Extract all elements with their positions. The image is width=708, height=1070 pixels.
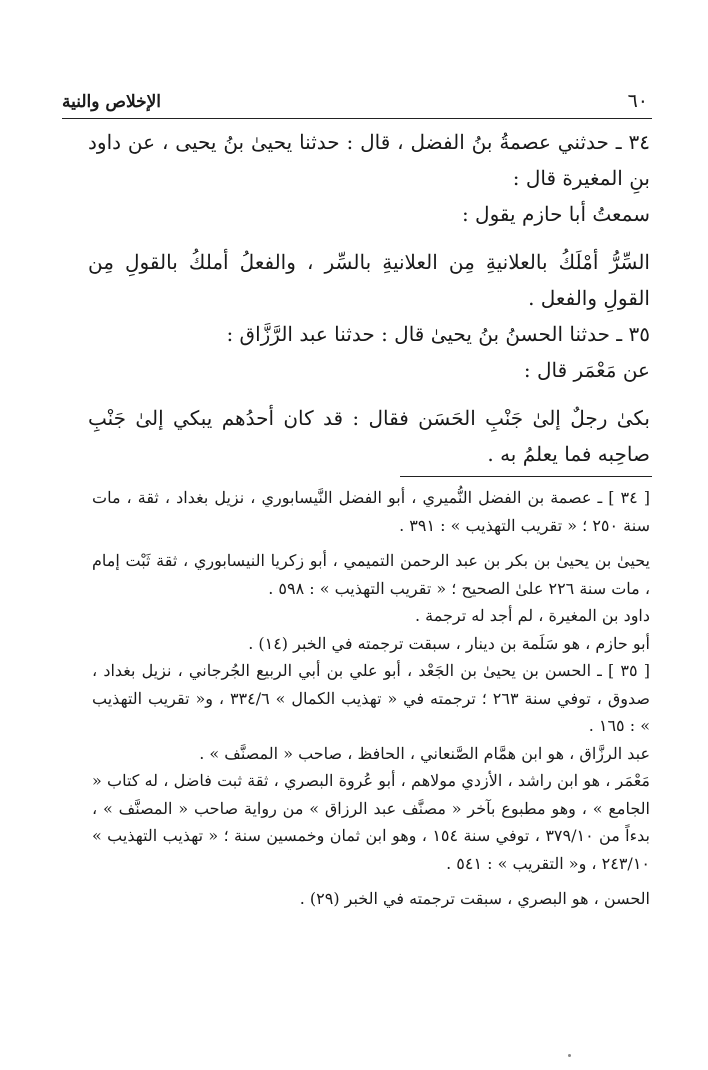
footnote-35-hasan-basri: الحسن ، هو البصري ، سبقت ترجمته في الخبر (٢٩) . [299, 889, 650, 908]
narration-35-chain: عن مَعْمَر قال : [523, 358, 650, 382]
footnote-35-abd-al-razzaq: عبد الرزَّاق ، هو ابن همَّام الصَّنعاني ، الحافظ ، صاحب « المصنَّف » . [199, 743, 650, 763]
footnote-34-ismah: [ ٣٤ ] ـ عصمة بن الفضل النُّميري ، أبو الفضل النَّيسابوري ، نزيل بغداد ، ثقة ، مات سنة ٢٥٠ ؛ « تقريب التهذيب » : ٣٩١ . [92, 488, 651, 535]
footnote-35-hasan: [ ٣٥ ] ـ الحسن بن يحيىٰ بن الجَعْد ، أبو علي بن أبي الربيع الجُرجاني ، نزيل بغداد ، صدوق ، توفي سنة ٢٦٣ ؛ ترجمته في « تهذيب الكمال » ٣٣٤/٦ ، و« تقريب التهذيب » : ١٦٥ . [92, 661, 651, 735]
saying-35: بكىٰ رجلٌ إلىٰ جَنْبِ الحَسَن فقال : قد كان أحدُهم يبكي إلىٰ جَنْبِ صاحِبه فما يعلمُ به . [88, 406, 650, 466]
footnote-divider [400, 476, 652, 477]
footnote-35-mamar: مَعْمَر ، هو ابن راشد ، الأزدي مولاهم ، أبو عُروة البصري ، ثقة ثبت فاضل ، له كتاب « الجامع » ، وهو مطبوع بآخر « مصنَّف عبد الرزاق » من رواية صاحب « المصنَّف » ، بدءاً من ٣٧٩/١٠ ، توفي سنة ١٥٤ ، وهو ابن ثمان وخمسين سنة ؛ « تهذيب التهذيب » ٢٤٣/١٠ ، و« التقريب » : ٥٤١ . [92, 771, 651, 873]
footnote-34-dawud: داود بن المغيرة ، لم أجد له ترجمة . [414, 606, 650, 625]
footnote-34-abu-hazim: أبو حازم ، هو سَلَمة بن دينار ، سبقت ترجمته في الخبر (١٤) . [248, 633, 650, 653]
running-title: الإخلاص والنية [62, 92, 162, 112]
narration-35: ٣٥ ـ حدثنا الحسنُ بنُ يحيىٰ قال : حدثنا عبد الرَّزَّاق : [226, 322, 650, 346]
page-header [62, 90, 652, 119]
saying-34: السِّرُّ أمْلَكُ بالعلانيةِ مِن العلانيةِ بالسِّر ، والفعلُ أملكُ بالقولِ مِن القولِ والفعل . [88, 250, 650, 310]
footnote-34-yahya: يحيىٰ بن يحيىٰ بن بكر بن عبد الرحمن التميمي ، أبو زكريا النيسابوري ، ثقة ثَبْت إمام ، مات سنة ٢٢٦ علىٰ الصحيح ؛ « تقريب التهذيب » : ٥٩٨ . [92, 551, 650, 598]
page-number: ٦٠ [627, 90, 648, 112]
narration-34: ٣٤ ـ حدثني عصمةُ بنُ الفضل ، قال : حدثنا يحيىٰ بنُ يحيى ، عن داود بنِ المغيرة قال : [88, 130, 650, 190]
narration-34-chain: سمعتُ أبا حازم يقول : [461, 202, 650, 226]
main-text [88, 124, 650, 472]
print-speck [568, 1054, 571, 1057]
footnotes [92, 484, 650, 913]
